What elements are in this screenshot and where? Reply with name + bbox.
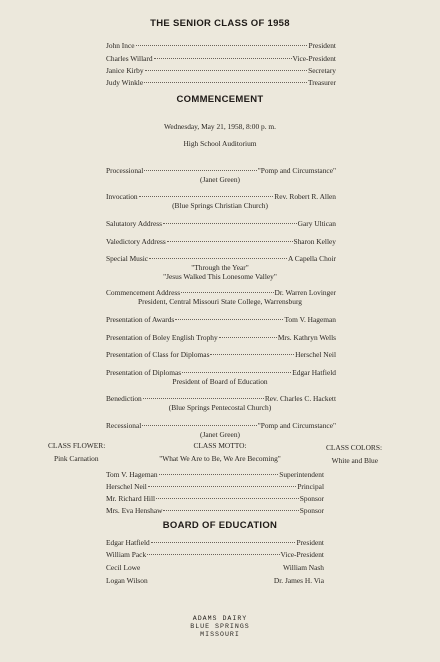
- officer-name: Charles Willard: [106, 54, 153, 63]
- program-item-title: Presentation of Awards: [106, 315, 175, 324]
- officer-row: [106, 66, 336, 75]
- staff-name: Herschel Neil: [106, 482, 147, 491]
- program-item-value: Gary Ultican: [297, 219, 336, 228]
- program-item-note: (Janet Green): [199, 430, 240, 439]
- staff-row: [106, 506, 324, 515]
- program-item-note: (Blue Springs Pentecostal Church): [168, 403, 272, 412]
- printer-line: ADAMS DAIRY: [192, 615, 248, 622]
- program-item-title: Processional: [106, 166, 144, 175]
- program-item-value: Rev. Robert R. Allen: [274, 192, 336, 201]
- officer-row: [106, 78, 336, 87]
- board-member: Dr. James H. Via: [273, 576, 324, 585]
- program-item: [106, 421, 336, 430]
- staff-name: Mrs. Eva Henshaw: [106, 506, 163, 515]
- program-item-value: Dr. Warren Lovinger: [274, 288, 336, 297]
- board-name: William Pack: [106, 550, 147, 559]
- program-item: [106, 368, 336, 377]
- program-item: [106, 333, 336, 342]
- staff-row: [106, 482, 324, 491]
- class-colors: White and Blue: [331, 456, 378, 465]
- program-item-note: President, Central Missouri State College, Warrensburg: [138, 297, 302, 306]
- board-role: Vice-President: [280, 550, 324, 559]
- officer-row: [106, 41, 336, 50]
- program-item-note: "Jesus Walked This Lonesome Valley": [163, 272, 277, 281]
- program-item: [106, 192, 336, 201]
- staff-row: [106, 470, 324, 479]
- printer-line: BLUE SPRINGS: [190, 623, 250, 630]
- program-item-value: Mrs. Kathryn Wells: [277, 333, 336, 342]
- program-item-value: Sharon Kelley: [293, 237, 336, 246]
- program-item-title: Presentation of Boley English Trophy: [106, 333, 218, 342]
- board-member: Logan Wilson: [106, 576, 148, 585]
- senior-class-heading: THE SENIOR CLASS OF 1958: [150, 18, 290, 29]
- program-item-note: President of Board of Education: [172, 377, 268, 386]
- program-item-value: Herschel Neil: [295, 350, 336, 359]
- program-item-title: Presentation of Diplomas: [106, 368, 182, 377]
- board-row: [106, 550, 324, 559]
- officer-name: John Ince: [106, 41, 135, 50]
- board-member: William Nash: [283, 563, 324, 572]
- program-item-value: "Pomp and Circumstance": [257, 421, 336, 430]
- class-motto: "What We Are to Be, We Are Becoming": [159, 454, 281, 463]
- program-item: [106, 254, 336, 263]
- officer-name: Judy Winkle: [106, 78, 144, 87]
- program-item: [106, 166, 336, 175]
- board-member: Cecil Lowe: [106, 563, 141, 572]
- program-item: [106, 350, 336, 359]
- staff-role: Principal: [297, 482, 324, 491]
- program-item-note: "Through the Year": [191, 263, 249, 272]
- commencement-date: Wednesday, May 21, 1958, 8:00 p. m.: [163, 122, 277, 131]
- program-item-title: Special Music: [106, 254, 149, 263]
- program-item-note: (Janet Green): [199, 175, 240, 184]
- program-item: [106, 394, 336, 403]
- program-item-value: Rev. Charles C. Hackett: [264, 394, 336, 403]
- officer-row: [106, 54, 336, 63]
- board-name: Edgar Hatfield: [106, 538, 150, 547]
- officer-role: President: [308, 41, 336, 50]
- program-item-value: Tom V. Hageman: [284, 315, 336, 324]
- staff-role: Sponsor: [299, 494, 324, 503]
- officer-role: Vice-President: [292, 54, 336, 63]
- class-flower: Pink Carnation: [54, 454, 99, 463]
- commencement-heading: COMMENCEMENT: [176, 94, 264, 105]
- program-item-title: Recessional: [106, 421, 142, 430]
- class-motto-label: CLASS MOTTO:: [193, 441, 247, 450]
- program-item-value: "Pomp and Circumstance": [257, 166, 336, 175]
- board-heading: BOARD OF EDUCATION: [162, 520, 278, 531]
- program-item-title: Valedictory Address: [106, 237, 166, 246]
- program-item-title: Presentation of Class for Diplomas: [106, 350, 210, 359]
- class-flower-label: CLASS FLOWER:: [48, 441, 106, 450]
- board-row: [106, 538, 324, 547]
- program-item-value: Edgar Hatfield: [292, 368, 336, 377]
- printer-line: MISSOURI: [200, 631, 240, 638]
- officer-name: Janice Kirby: [106, 66, 144, 75]
- program-item-title: Commencement Address: [106, 288, 181, 297]
- program-item: [106, 219, 336, 228]
- officer-role: Secretary: [308, 66, 336, 75]
- program-item-title: Benediction: [106, 394, 142, 403]
- program-item: [106, 315, 336, 324]
- program-item-value: A Capella Choir: [287, 254, 336, 263]
- program-item: [106, 288, 336, 297]
- board-role: President: [296, 538, 324, 547]
- commencement-place: High School Auditorium: [183, 139, 257, 148]
- staff-name: Tom V. Hageman: [106, 470, 158, 479]
- program-item: [106, 237, 336, 246]
- program-item-title: Salutatory Address: [106, 219, 163, 228]
- program-item-note: (Blue Springs Christian Church): [172, 201, 268, 210]
- staff-name: Mr. Richard Hill: [106, 494, 156, 503]
- staff-row: [106, 494, 324, 503]
- staff-role: Superintendent: [279, 470, 324, 479]
- staff-role: Sponsor: [299, 506, 324, 515]
- class-colors-label: CLASS COLORS:: [325, 443, 382, 452]
- program-item-title: Invocation: [106, 192, 138, 201]
- officer-role: Treasurer: [307, 78, 336, 87]
